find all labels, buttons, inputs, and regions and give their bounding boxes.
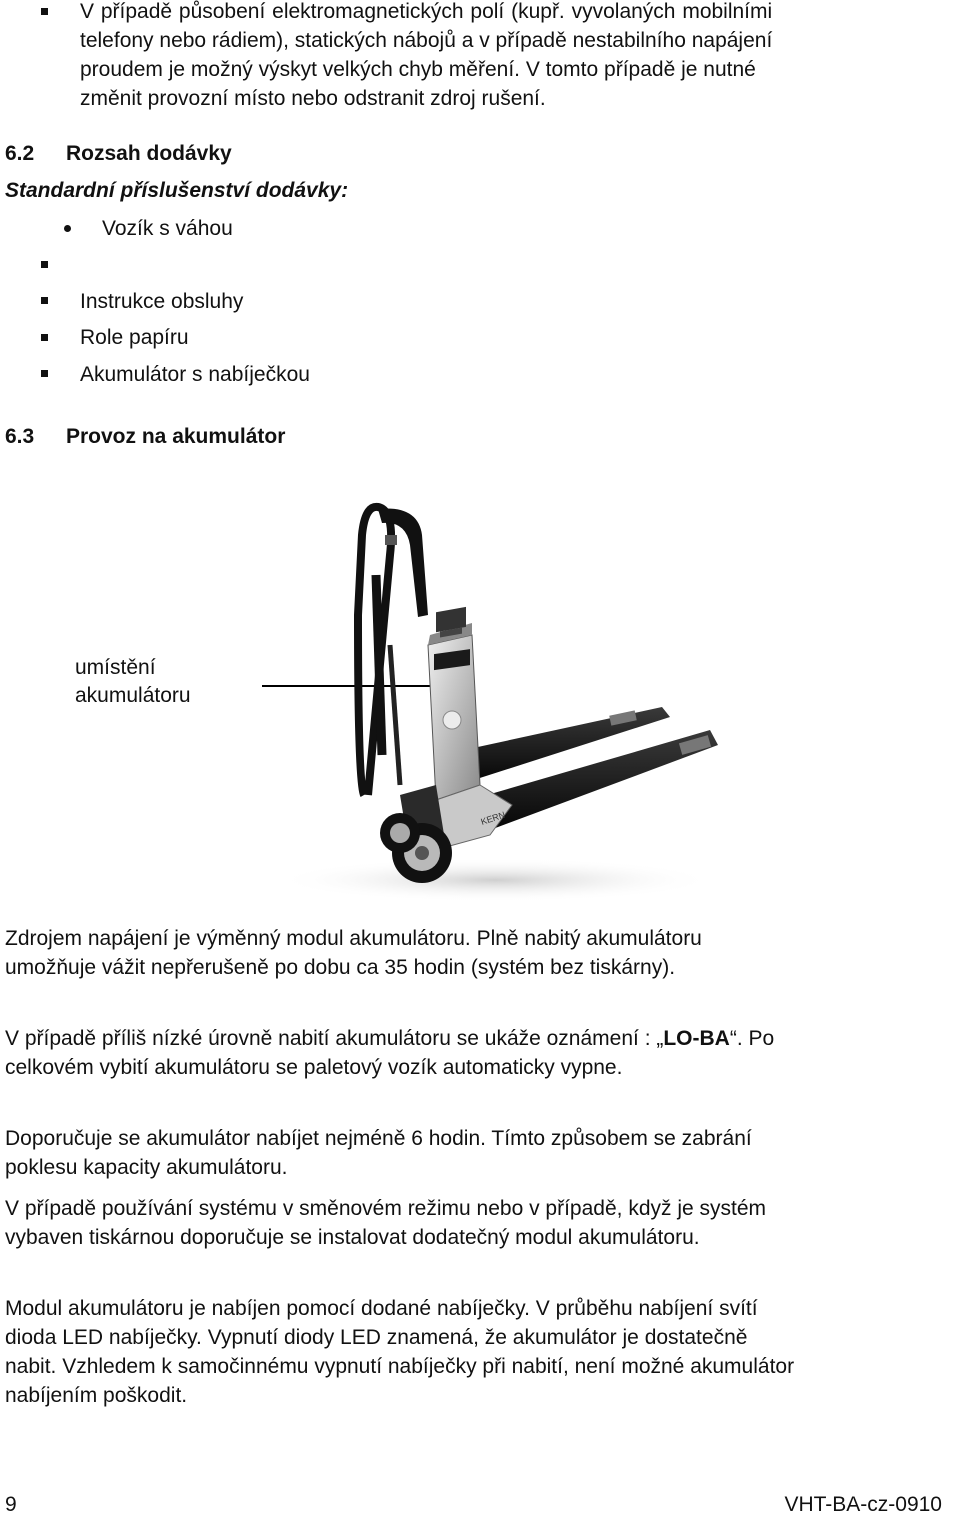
pallet-truck-scale-image bbox=[250, 495, 730, 915]
square-bullet-icon bbox=[41, 370, 48, 377]
paragraph-line: vybaven tiskárnou doporučuje se instalovat dodatečný modul akumulátoru. bbox=[5, 1226, 700, 1249]
supply-item-scale-truck: Vozík s váhou bbox=[102, 217, 233, 240]
intro-paragraph bbox=[80, 0, 960, 113]
paragraph-text: “. Po bbox=[729, 1027, 775, 1050]
empty-square-bullet-icon bbox=[41, 261, 48, 268]
paragraph-power-source bbox=[5, 924, 940, 982]
section-6-3-number: 6.3 bbox=[5, 425, 35, 448]
kern-logo: KERN bbox=[479, 809, 507, 827]
paragraph-line: dioda LED nabíječky. Vypnutí diody LED znamená, že akumulátor je dostatečně bbox=[5, 1326, 748, 1349]
paragraph-low-battery bbox=[5, 1024, 940, 1082]
supply-item: Role papíru bbox=[80, 326, 189, 349]
paragraph-shift-mode bbox=[5, 1194, 940, 1252]
section-6-2-subtitle: Standardní příslušenství dodávky: bbox=[5, 179, 349, 202]
paragraph-line: Doporučuje se akumulátor nabíjet nejméně 6 hodin. Tímto způsobem se zabrání bbox=[5, 1127, 752, 1150]
battery-location-label-line: umístění bbox=[75, 656, 156, 679]
section-6-2-number: 6.2 bbox=[5, 142, 35, 165]
square-bullet-icon bbox=[41, 334, 48, 341]
intro-line: telefony nebo rádiem), statických nábojů a v případě nestabilního napájení bbox=[80, 29, 773, 52]
intro-line: proudem je možný výskyt velkých chyb měření. V tomto případě je nutné bbox=[80, 58, 756, 81]
paragraph-line: Modul akumulátoru je nabíjen pomocí dodané nabíječky. V průběhu nabíjení svítí bbox=[5, 1297, 758, 1320]
square-bullet-icon bbox=[41, 8, 48, 15]
section-6-2-title: Rozsah dodávky bbox=[66, 142, 232, 165]
page-number: 9 bbox=[5, 1493, 17, 1516]
supply-item: Akumulátor s nabíječkou bbox=[80, 363, 310, 386]
round-bullet-icon bbox=[64, 225, 71, 232]
lo-ba-message: LO-BA bbox=[663, 1027, 730, 1050]
paragraph-charging-recommendation bbox=[5, 1124, 940, 1182]
paragraph-line: poklesu kapacity akumulátoru. bbox=[5, 1156, 288, 1179]
paragraph-line: nabíjením poškodit. bbox=[5, 1384, 188, 1407]
paragraph-text: V případě příliš nízké úrovně nabití akumulátoru se ukáže oznámení : „ bbox=[5, 1027, 664, 1050]
supply-item: Instrukce obsluhy bbox=[80, 290, 244, 313]
paragraph-line: nabit. Vzhledem k samočinnému vypnutí nabíječky při nabití, není možné akumulátor bbox=[5, 1355, 795, 1378]
paragraph-line: Zdrojem napájení je výměnný modul akumulátoru. Plně nabitý akumulátoru bbox=[5, 927, 702, 950]
document-code: VHT-BA-cz-0910 bbox=[784, 1493, 942, 1516]
section-6-3-title: Provoz na akumulátor bbox=[66, 425, 286, 448]
paragraph-line bbox=[5, 1024, 940, 1053]
paragraph-line: V případě používání systému v směnovém režimu nebo v případě, když je systém bbox=[5, 1197, 767, 1220]
square-bullet-icon bbox=[41, 297, 48, 304]
intro-line: V případě působení elektromagnetických polí (kupř. vyvolaných mobilními bbox=[80, 0, 773, 23]
battery-location-label-line: akumulátoru bbox=[75, 684, 191, 707]
paragraph-line: celkovém vybití akumulátoru se paletový vozík automaticky vypne. bbox=[5, 1056, 623, 1079]
battery-location-label bbox=[75, 654, 191, 710]
paragraph-line: umožňuje vážit nepřerušeně po dobu ca 35 hodin (systém bez tiskárny). bbox=[5, 956, 676, 979]
intro-line: změnit provozní místo nebo odstranit zdroj rušení. bbox=[80, 87, 546, 110]
paragraph-charging-led bbox=[5, 1294, 940, 1410]
